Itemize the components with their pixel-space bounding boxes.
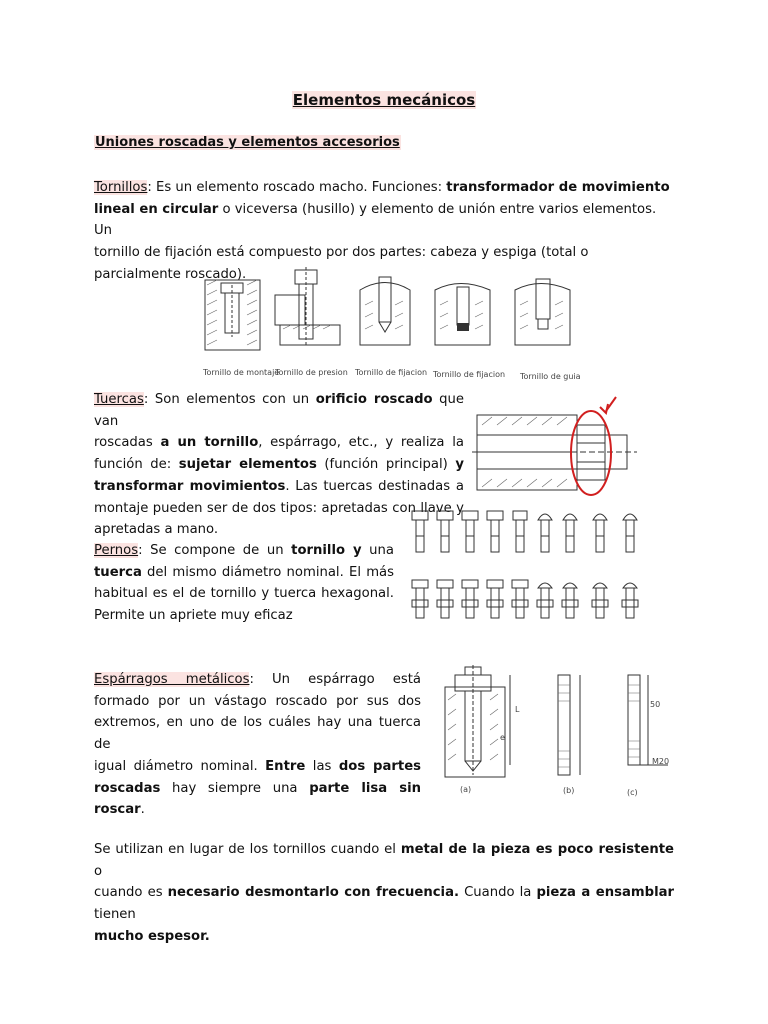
bold-text: y [455,457,464,473]
text: función de: [94,457,179,473]
text: habitual es el de tornillo y tuerca hexagonal. [94,586,394,602]
text: hay siempre una [160,780,310,796]
bold-text: a un tornillo [160,435,259,451]
pernos-term: Pernos [94,543,139,558]
bold-text: tuerca [94,564,142,580]
text: formado por un vástago roscado por sus dos [94,693,421,709]
text: : Son elementos con un [143,392,316,407]
text: igual diámetro nominal. [94,758,266,774]
label-tornillo-fijacion-2: Tornillo de fijacion [433,370,506,379]
screw-guia-drawing [515,279,570,345]
esparragos-line-2 [94,691,421,713]
text: . Las tuercas destinadas a [285,478,464,494]
text: tienen [94,907,136,923]
final-line-3 [94,926,674,948]
bolt-nut-icon [412,580,428,618]
bold-text: roscadas [94,780,161,796]
bold-text: pieza a ensamblar [536,885,674,901]
bold-text: necesario desmontarlo con frecuencia. [167,885,459,901]
label-tornillo-fijacion-1: Tornillo de fijacion [355,368,428,377]
stud-label-b: (b) [563,786,575,795]
bold-text: metal de la pieza es poco resistente [400,842,675,857]
text: Se utilizan en lugar de los tornillos cuando el [94,842,401,857]
bolt-nut-icon [622,583,638,618]
bolts-row-2 [412,580,638,618]
stud-c-drawing [628,675,668,765]
tornillos-line-1 [94,177,674,199]
tuercas-line-3 [94,454,464,476]
bolt-icon [623,514,637,552]
screw-presion-drawing [275,267,340,345]
stud-label-l: L [515,705,520,714]
stud-label-m20: M20 [652,757,670,766]
final-line-1 [94,839,674,882]
tornillos-line-2 [94,199,674,242]
final-paragraph [94,839,674,948]
bold-text: mucho espesor. [94,928,210,944]
label-tornillo-guia: Tornillo de guia [520,372,581,381]
bolt-nut-icon [487,580,503,618]
stud-label-c: (c) [627,788,638,797]
bold-text: transformador de movimiento [446,180,670,195]
text: tornillo de fijación está compuesto por dos partes: cabeza y espiga (total o [94,245,589,261]
text: que van [94,392,464,429]
page-title-text: Elementos mecánicos [292,91,476,109]
final-line-2 [94,882,674,925]
bold-text: lineal en circular [94,201,219,217]
text: Cuando la [459,885,537,901]
stud-label-a: (a) [460,785,472,794]
text: : Es un elemento roscado macho. Funciones: [147,180,447,195]
bold-text: parte lisa sin roscar [94,780,421,818]
stud-b-drawing [558,675,580,775]
esparragos-line-3 [94,712,421,755]
pernos-line-3 [94,583,394,605]
bolt-icon [412,511,428,552]
text: (función principal) [316,457,456,473]
text: Permite un apriete muy eficaz [94,608,293,624]
esparragos-paragraph [94,669,421,821]
bolt-nut-icon [537,583,553,618]
pernos-line-1 [94,540,394,562]
tuercas-line-1 [94,389,464,432]
bold-text: dos partes [338,758,421,774]
screw-types-figure [195,265,585,385]
esparragos-line-1 [94,669,421,691]
bolt-icon [437,511,453,552]
label-tornillo-presion: Tornillo de presion [275,368,348,377]
text: roscadas [94,435,161,451]
stud-figure [440,665,680,800]
bold-text: Entre [265,758,306,774]
stud-a-drawing [445,665,510,777]
tuercas-line-4 [94,476,464,498]
pernos-line-4 [94,605,394,627]
screw-fijacion-1-drawing [360,277,410,345]
bolt-nut-icon [592,583,608,618]
bolt-icon [513,511,527,552]
nut-figure [472,395,642,505]
pernos-paragraph [94,540,394,627]
text: cuando es [94,885,168,901]
bolt-nut-icon [512,580,528,618]
text: parcialmente roscado). [94,266,247,282]
esparragos-line-4 [94,756,421,778]
text: o [94,863,103,879]
tornillos-term: Tornillos [94,180,148,195]
text: extremos, en uno de los cuáles hay una tuerca de [94,715,421,753]
bolts-figure [408,508,658,628]
bolts-row-1 [412,511,637,552]
bolt-icon [462,511,478,552]
text: : Se compone de un [138,543,292,558]
text: las [305,758,339,774]
page-title [0,91,768,109]
tornillos-line-3 [94,242,674,264]
label-tornillo-montaje: Tornillo de montaje [203,368,280,377]
stud-label-e: e [500,733,505,742]
text: o viceversa (husillo) y elemento de unión entre varios elementos. Un [94,201,657,239]
esparragos-term: Espárragos metálicos [94,672,250,687]
text: montaje pueden ser de dos tipos: apretadas con llave y [94,500,464,516]
bolt-icon [563,514,577,552]
text: : Un espárrago está [249,672,421,687]
screw-fijacion-2-drawing [435,284,490,346]
bold-text: transformar movimientos [94,478,286,494]
text: , espárrago, etc., y realiza la [258,435,464,451]
bold-text: tornillo y [291,543,362,558]
bolt-icon [487,511,503,552]
bolt-icon [593,514,607,552]
section-heading: Uniones roscadas y elementos accesorios [95,135,400,150]
bolt-icon [538,514,552,552]
tuercas-term: Tuercas [94,392,144,407]
text: del mismo diámetro nominal. El más [141,564,394,580]
esparragos-line-5 [94,778,421,821]
stud-label-50: 50 [650,700,661,709]
bolt-nut-icon [462,580,478,618]
bolt-nut-icon [437,580,453,618]
text: apretadas a mano. [94,522,219,538]
bold-text: sujetar elementos [178,457,317,473]
text: una [361,543,394,558]
text: . [140,802,145,818]
screw-montaje-drawing [205,280,260,350]
bolt-nut-icon [562,583,578,618]
tuercas-line-2 [94,432,464,454]
bold-text: orificio roscado [315,392,433,407]
pernos-line-2 [94,562,394,584]
